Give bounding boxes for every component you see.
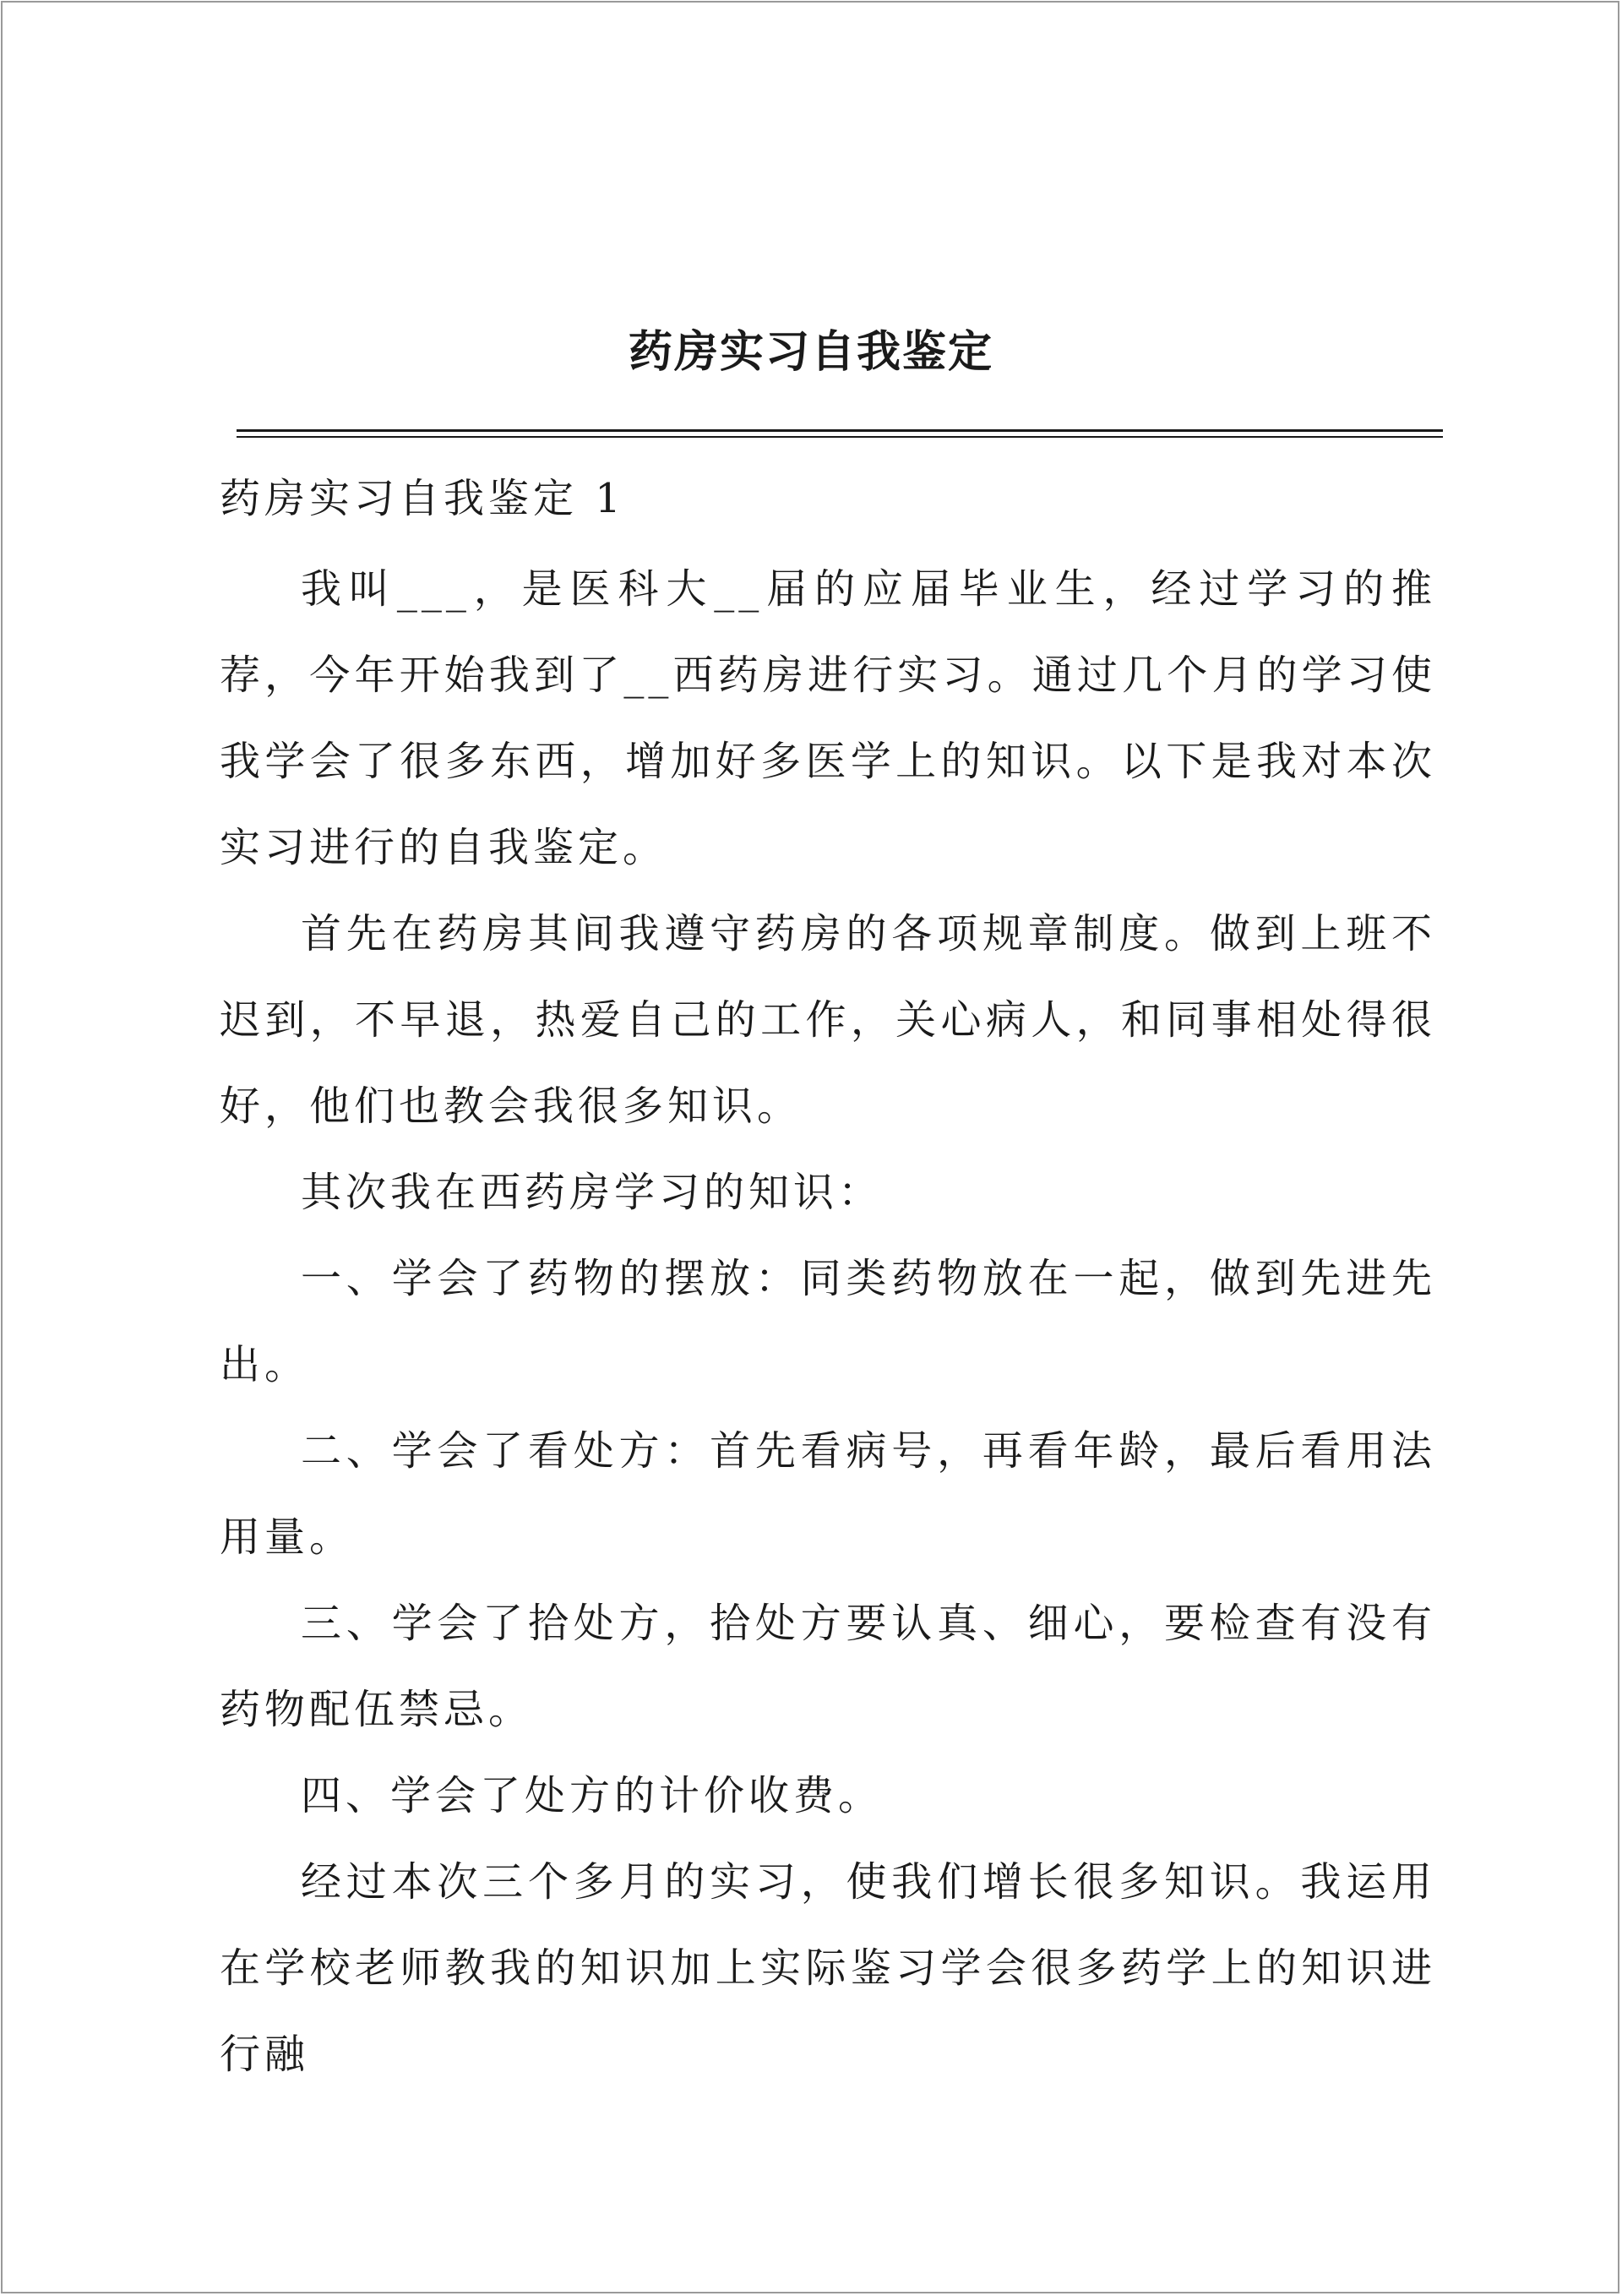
paragraph-item-2: 二、学会了看处方：首先看病号，再看年龄，最后看用法用量。 xyxy=(220,1427,1436,1561)
paragraph-knowledge-intro: 其次我在西药房学习的知识： xyxy=(301,1169,884,1216)
paragraph-item-1: 一、学会了药物的摆放：同类药物放在一起，做到先进先出。 xyxy=(220,1255,1436,1388)
section-heading: 药房实习自我鉴定 1 xyxy=(220,475,625,522)
document-body xyxy=(220,469,1436,2097)
paragraph-item-4: 四、学会了处方的计价收费。 xyxy=(301,1772,884,1819)
paragraph-intro: 我叫___，是医科大__届的应届毕业生，经过学习的推荐，今年开始我到了__西药房进行实习。通过几个月的学习使我学会了很多东西，增加好多医学上的知识。以下是我对本次实习进行的自我鉴定。 xyxy=(220,565,1436,871)
title-rule-thin xyxy=(237,436,1443,438)
paragraph-summary: 经过本次三个多月的实习，使我们增长很多知识。我运用在学校老师教我的知识加上实际鉴习学会很多药学上的知识进行融 xyxy=(220,1858,1436,2078)
title-rule-thick xyxy=(237,429,1443,432)
paragraph-item-3: 三、学会了拾处方，拾处方要认真、细心，要检查有没有药物配伍禁忌。 xyxy=(220,1600,1436,1733)
paragraph-rules: 首先在药房其间我遵守药房的各项规章制度。做到上班不迟到，不早退，热爱自己的工作，关心病人，和同事相处得很好，他们也教会我很多知识。 xyxy=(220,910,1436,1130)
document-title: 药房实习自我鉴定 xyxy=(628,326,993,378)
